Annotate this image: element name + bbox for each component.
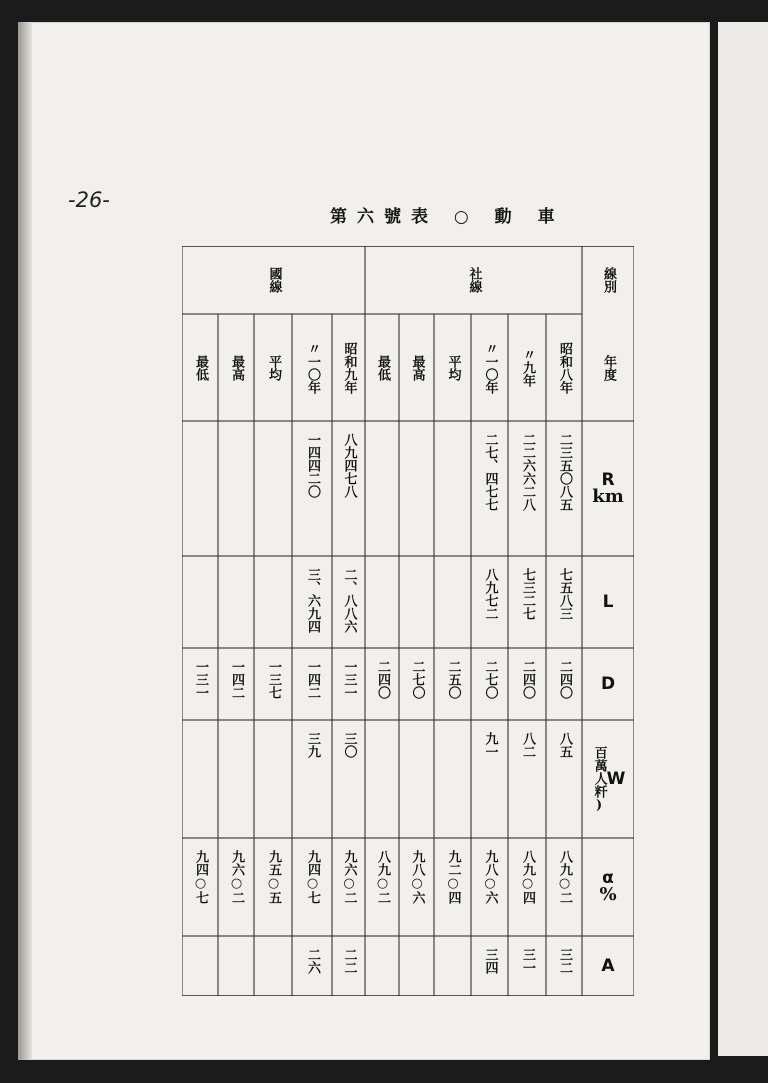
cell-value: 九八○六 (409, 850, 425, 904)
cell-value: 八九○二 (557, 850, 572, 904)
cell-value: 九八○六 (482, 850, 498, 904)
cell-value: 九六○二 (229, 850, 244, 904)
row-label-D (582, 648, 634, 720)
cell-value: 七三二七 (520, 568, 535, 620)
cell-value: 一四二 (305, 660, 320, 699)
header-national-line-label: 國線 (266, 267, 282, 293)
cell-value: 九五○五 (266, 850, 281, 904)
table-cell (218, 850, 254, 934)
row-label-main: α (602, 868, 614, 888)
column-header-label: 最低 (193, 354, 208, 381)
data-table (182, 246, 634, 996)
row-label-unit: km (592, 485, 624, 507)
table-cell (182, 850, 218, 934)
cell-value: 八九七二 (482, 568, 498, 620)
page-number: -26- (68, 188, 110, 212)
table-cell (399, 660, 434, 718)
cell-value: 二七〇 (409, 660, 425, 699)
cell-value: 三九 (305, 732, 320, 758)
cell-value: 二五〇 (445, 660, 461, 699)
cell-value: 二三五〇八五 (557, 433, 572, 511)
cell-value: 九四○七 (305, 850, 320, 904)
table-cell (546, 660, 582, 718)
row-label-main: A (601, 956, 615, 976)
column-header-pmin (365, 314, 399, 421)
table-cell (254, 660, 292, 718)
table-cell (182, 660, 218, 718)
header-line-type-label: 線別 (601, 267, 616, 293)
cell-value: 一三七 (266, 660, 281, 699)
column-header-label: 〃一〇年 (482, 341, 498, 394)
table-cell (508, 660, 546, 718)
column-header-navg (254, 314, 292, 421)
column-header-nmax (218, 314, 254, 421)
row-label-L (582, 556, 634, 648)
column-header-n10 (292, 314, 332, 421)
table-cell (508, 433, 546, 554)
header-national-line (182, 246, 365, 314)
cell-value: 三、六九四 (305, 568, 320, 633)
table-cell (292, 948, 332, 994)
column-header-pmax (399, 314, 434, 421)
cell-value: 二七〇 (482, 660, 498, 699)
table-cell (218, 660, 254, 718)
cell-value: 九四○七 (193, 850, 208, 904)
header-line-type (582, 246, 634, 314)
cell-value: 一三一 (341, 660, 357, 699)
row-label-unit: 百萬人粁) (591, 745, 607, 813)
column-header-label: 〃九年 (520, 348, 535, 387)
cell-value: 二二 (341, 948, 357, 974)
table-cell (546, 568, 582, 646)
table-cell (292, 660, 332, 718)
cell-value: 八五 (557, 732, 572, 758)
table-cell (399, 850, 434, 934)
column-header-label: 最低 (375, 354, 390, 381)
column-header-nmin (182, 314, 218, 421)
table-cell (546, 850, 582, 934)
cell-value: 三〇 (341, 732, 357, 758)
row-label-main: R (601, 469, 615, 490)
column-header-label: 最高 (409, 354, 425, 381)
row-label-R (582, 421, 634, 556)
table-cell (546, 732, 582, 836)
row-label-main: W (606, 769, 626, 789)
cell-value: 二四〇 (375, 660, 390, 699)
cell-value: 二六 (305, 948, 320, 974)
column-header-n9 (332, 314, 365, 421)
table-cell (332, 433, 365, 554)
cell-value: 九一 (482, 732, 498, 758)
cell-value: 三二 (557, 948, 572, 974)
table-cell (508, 850, 546, 934)
row-label-W (582, 720, 634, 838)
cell-value: 三四 (482, 948, 498, 974)
cell-value: 九六○二 (341, 850, 357, 904)
column-header-label: 昭和九年 (341, 341, 357, 394)
table-cell (508, 568, 546, 646)
table-cell (546, 948, 582, 994)
cell-value: 一四四二〇 (305, 433, 320, 498)
column-header-p10 (471, 314, 508, 421)
header-private-line (365, 246, 582, 314)
table-cell (332, 850, 365, 934)
table-cell (546, 433, 582, 554)
table-cell (292, 732, 332, 836)
column-header-label: 最高 (229, 354, 244, 381)
table-cell (365, 850, 399, 934)
table-cell (434, 660, 471, 718)
cell-value: 八九○四 (520, 850, 535, 904)
cell-value: 三一 (520, 948, 535, 974)
table-cell (254, 850, 292, 934)
header-year (582, 314, 634, 421)
table-cell (508, 948, 546, 994)
cell-value: 七五八三 (557, 568, 572, 620)
header-year-label: 年度 (601, 354, 616, 381)
table-cell (332, 948, 365, 994)
column-header-label: 平均 (445, 354, 461, 381)
table-cell (332, 660, 365, 718)
cell-value: 一三一 (193, 660, 208, 699)
cell-value: 一四二 (229, 660, 244, 699)
table-cell (434, 850, 471, 934)
cell-value: 二四〇 (520, 660, 535, 699)
table-cell (471, 660, 508, 718)
table-cell (471, 850, 508, 934)
page-gutter (18, 22, 32, 1060)
cell-value: 二七、四七七 (482, 433, 498, 511)
column-header-p8 (546, 314, 582, 421)
header-private-line-label: 社線 (466, 267, 482, 293)
cell-value: 二二六六二八 (520, 433, 535, 511)
column-header-label: 平均 (266, 354, 281, 381)
cell-value: 九二○四 (445, 850, 461, 904)
table-cell (332, 568, 365, 646)
table-cell (471, 948, 508, 994)
column-header-p9 (508, 314, 546, 421)
table-cell (292, 568, 332, 646)
cell-value: 八二 (520, 732, 535, 758)
adjacent-page-edge (718, 22, 768, 1056)
row-label-main: D (600, 674, 616, 694)
table-cell (365, 660, 399, 718)
column-header-label: 昭和八年 (557, 341, 572, 394)
column-header-label: 〃一〇年 (305, 341, 320, 394)
table-title: 第六號表 ○ 動 車 (330, 207, 565, 227)
table-cell (471, 433, 508, 554)
table-cell (332, 732, 365, 836)
table-cell (292, 850, 332, 934)
row-label-α (582, 838, 634, 936)
cell-value: 二、八八六 (341, 568, 357, 633)
table-cell (508, 732, 546, 836)
column-header-pavg (434, 314, 471, 421)
cell-value: 八九四七八 (341, 433, 357, 498)
row-label-unit: % (599, 884, 617, 905)
table-cell (471, 732, 508, 836)
table-cell (471, 568, 508, 646)
row-label-A (582, 936, 634, 996)
cell-value: 八九○二 (375, 850, 390, 904)
table-cell (292, 433, 332, 554)
row-label-main: L (602, 592, 614, 612)
cell-value: 二四〇 (557, 660, 572, 699)
